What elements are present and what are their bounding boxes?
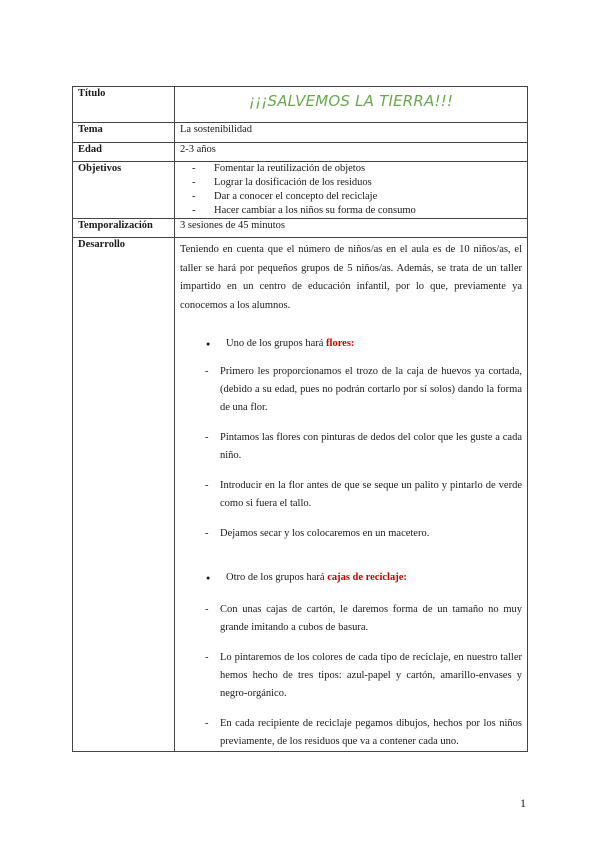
label-temporalizacion: Temporalización bbox=[73, 219, 175, 238]
value-tema: La sostenibilidad bbox=[175, 123, 528, 143]
row-temporalizacion bbox=[73, 219, 528, 238]
group-1-heading bbox=[180, 337, 522, 351]
list-item: - Hacer cambiar a los niños su forma de consumo bbox=[192, 204, 522, 218]
group-1-highlight: flores: bbox=[326, 338, 355, 349]
label-desarrollo: Desarrollo bbox=[73, 238, 175, 752]
row-desarrollo bbox=[73, 238, 528, 752]
intro-paragraph: Teniendo en cuenta que el número de niños/as en el aula es de 10 niños/as, el taller se hará por pequeños grupos de 5 niños/as. Además, se trata de un taller impartido en un centro de educación infantil, por lo que, previamente ya conocemos a los alumnos. bbox=[180, 244, 522, 311]
row-tema bbox=[73, 123, 528, 143]
group-2-step: - Lo pintaremos de los colores de cada tipo de reciclaje, en nuestro taller hemos hecho de tres tipos: azul-papel y cartón, amarillo-envases y negro-orgánico. bbox=[180, 649, 522, 703]
group-2-step: - En cada recipiente de reciclaje pegamos dibujos, hechos por los niños previamente, de los residuos que va a contener cada uno. bbox=[180, 715, 522, 751]
list-item: - Dar a conocer el concepto del reciclaje bbox=[192, 190, 522, 204]
page-number: 1 bbox=[520, 796, 526, 810]
group-1-step: - Primero les proporcionamos el trozo de la caja de huevos ya cortada, (debido a su edad, pues no podrán cortarlo por sí solos) dando la forma de una flor. bbox=[180, 363, 522, 417]
group-1-step: - Dejamos secar y los colocaremos en un macetero. bbox=[180, 525, 522, 543]
group-1-step: - Introducir en la flor antes de que se seque un palito y pintarlo de verde como si fuera el tallo. bbox=[180, 477, 522, 513]
list-item: - Fomentar la reutilización de objetos bbox=[192, 162, 522, 176]
row-objetivos bbox=[73, 162, 528, 219]
group-2-text: Otro de los grupos hará bbox=[226, 572, 328, 583]
row-edad bbox=[73, 143, 528, 162]
objetivos-list bbox=[180, 162, 522, 218]
value-edad: 2-3 años bbox=[175, 143, 528, 162]
group-2-heading bbox=[180, 571, 522, 585]
group-2-step: - Con unas cajas de cartón, le daremos forma de un tamaño no muy grande imitando a cubos de basura. bbox=[180, 601, 522, 637]
row-titulo bbox=[73, 87, 528, 123]
group-1-text: Uno de los grupos hará bbox=[226, 338, 327, 349]
list-item: - Lograr la dosificación de los residuos bbox=[192, 176, 522, 190]
activity-title: ¡¡¡SALVEMOS LA TIERRA!!! bbox=[248, 92, 454, 110]
label-objetivos: Objetivos bbox=[73, 162, 175, 219]
group-1-step: - Pintamos las flores con pinturas de dedos del color que les guste a cada niño. bbox=[180, 429, 522, 465]
value-objetivos bbox=[175, 162, 528, 219]
group-2-highlight: cajas de reciclaje: bbox=[327, 572, 407, 583]
label-tema: Tema bbox=[73, 123, 175, 143]
value-desarrollo bbox=[175, 238, 528, 752]
value-temporalizacion: 3 sesiones de 45 minutos bbox=[175, 219, 528, 238]
activity-sheet-table bbox=[72, 86, 528, 752]
label-titulo: Título bbox=[73, 87, 175, 123]
label-edad: Edad bbox=[73, 143, 175, 162]
value-titulo bbox=[175, 87, 528, 123]
